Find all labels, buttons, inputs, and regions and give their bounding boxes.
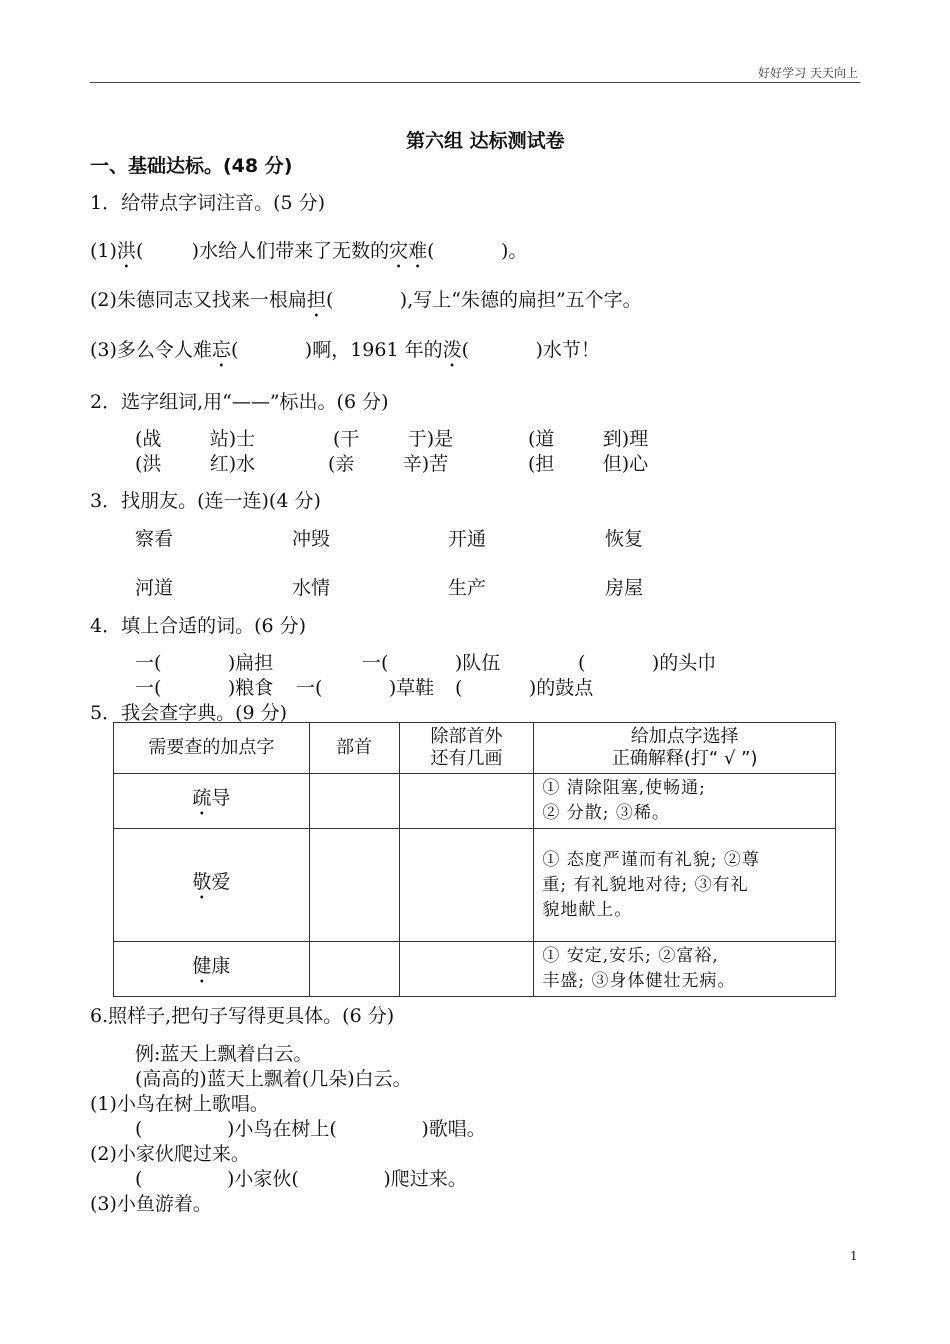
q1-l3-b: ( )啊，1961 年的 bbox=[230, 339, 443, 361]
q1-l1-c: ( )。 bbox=[427, 240, 528, 262]
q3-r2-w3: 生产 bbox=[448, 577, 487, 599]
table-row bbox=[114, 829, 836, 942]
col-char: 需要查的加点字 bbox=[114, 723, 310, 774]
radical-cell[interactable] bbox=[309, 774, 399, 829]
q6-example1: 例:蓝天上飘着白云。 bbox=[135, 1043, 313, 1065]
q3-r2-w1: 河道 bbox=[135, 577, 174, 599]
q2-r2-c3: (担 但)心 bbox=[528, 453, 649, 475]
col-strokes-l2: 还有几画 bbox=[430, 748, 503, 769]
q1-l3-c: ( )水节！ bbox=[461, 339, 600, 361]
dot-char: 健 bbox=[192, 954, 212, 977]
q3-r2-w4: 房屋 bbox=[605, 577, 644, 599]
word-rest: 导 bbox=[211, 786, 231, 809]
q4-heading: 4．填上合适的词。(6 分) bbox=[90, 615, 307, 637]
radical-cell[interactable] bbox=[309, 942, 399, 997]
page-number: 1 bbox=[850, 1249, 858, 1263]
col-meaning-l1: 给加点字选择 bbox=[630, 726, 739, 747]
q3-r1-w3: 开通 bbox=[448, 528, 487, 550]
q1-line2 bbox=[90, 285, 642, 322]
dot-char: 疏 bbox=[192, 786, 212, 809]
q4-r2-c1: 一( )粮食 bbox=[135, 677, 274, 699]
q1-line3 bbox=[90, 335, 600, 372]
q1-l2-b: ( ),写上“朱德的扁担”五个字。 bbox=[325, 289, 642, 311]
q6-s3: (3)小鱼游着。 bbox=[90, 1193, 212, 1215]
word-cell bbox=[114, 942, 310, 997]
q1-l3-dot2: 泼 bbox=[442, 339, 462, 361]
q2-heading: 2．选字组词,用“——”标出。(6 分) bbox=[90, 391, 389, 413]
q6-example2: (高高的)蓝天上飘着(几朵)白云。 bbox=[135, 1068, 412, 1090]
col-strokes-l1: 除部首外 bbox=[430, 726, 503, 747]
q6-s1: (1)小鸟在树上歌唱。 bbox=[90, 1093, 269, 1115]
def-line2: ② 分散; ③稀。 bbox=[542, 803, 670, 823]
word-rest: 爱 bbox=[211, 870, 231, 893]
q4-r2-c3: ( )的鼓点 bbox=[455, 677, 594, 699]
q1-line1 bbox=[90, 236, 527, 273]
def-line1: ① 态度严谨而有礼貌; ②尊 bbox=[542, 849, 760, 870]
table-header-row bbox=[114, 723, 836, 774]
section-heading: 一、基础达标。(48 分) bbox=[90, 155, 293, 177]
dot-char: 敬 bbox=[192, 870, 212, 893]
q6-s1-answer[interactable]: ( )小鸟在树上( )歌唱。 bbox=[135, 1118, 486, 1140]
q2-r2-c2: (亲 辛)苦 bbox=[328, 453, 449, 475]
def-line1: ① 安定,安乐; ②富裕, bbox=[542, 946, 719, 966]
page-title: 第六组 达标测试卷 bbox=[406, 130, 565, 152]
dictionary-table bbox=[113, 722, 836, 997]
word-cell bbox=[114, 774, 310, 829]
def-line2: 丰盛; ③身体健壮无病。 bbox=[542, 971, 736, 991]
q3-r1-w2: 冲毁 bbox=[292, 528, 331, 550]
q2-r1-c1: (战 站)士 bbox=[135, 428, 256, 450]
col-meaning-l2: 正确解释(打“ √ ”) bbox=[611, 748, 758, 769]
q1-l2-dot: 担 bbox=[306, 289, 326, 311]
strokes-cell[interactable] bbox=[399, 942, 534, 997]
q1-heading: 1．给带点字词注音。(5 分) bbox=[90, 192, 326, 214]
q6-s2: (2)小家伙爬过来。 bbox=[90, 1143, 250, 1165]
word-rest: 康 bbox=[211, 954, 231, 977]
col-meaning bbox=[534, 723, 836, 774]
q6-s2-answer[interactable]: ( )小家伙( )爬过来。 bbox=[135, 1168, 467, 1190]
q3-r1-w4: 恢复 bbox=[605, 528, 644, 550]
header-rule bbox=[90, 82, 860, 83]
q1-l3-a: (3)多么令人难 bbox=[90, 339, 212, 361]
def-line1: ① 清除阻塞,使畅通; bbox=[542, 778, 706, 798]
q4-r1-c1: 一( )扁担 bbox=[135, 652, 274, 674]
q1-l1-b: ( )水给人们带来了无数的 bbox=[135, 240, 390, 262]
def-line2: 重; 有礼貌地对待; ③有礼 bbox=[542, 874, 749, 895]
col-strokes bbox=[399, 723, 534, 774]
q4-r1-c3: ( )的头巾 bbox=[578, 652, 717, 674]
radical-cell[interactable] bbox=[309, 829, 399, 942]
q2-r2-c1: (洪 红)水 bbox=[135, 453, 256, 475]
q1-l3-dot1: 忘 bbox=[211, 339, 231, 361]
q1-l1-dot2: 灾难 bbox=[389, 240, 428, 262]
q1-l1-dot1: 洪 bbox=[116, 240, 136, 262]
strokes-cell[interactable] bbox=[399, 829, 534, 942]
q3-r1-w1: 察看 bbox=[135, 528, 174, 550]
col-radical: 部首 bbox=[309, 723, 399, 774]
table-row bbox=[114, 774, 836, 829]
q6-heading: 6.照样子,把句子写得更具体。(6 分) bbox=[90, 1005, 395, 1027]
q2-r1-c3: (道 到)理 bbox=[528, 428, 649, 450]
meaning-cell[interactable] bbox=[534, 829, 836, 942]
q3-heading: 3．找朋友。(连一连)(4 分) bbox=[90, 490, 321, 512]
strokes-cell[interactable] bbox=[399, 774, 534, 829]
meaning-cell[interactable] bbox=[534, 942, 836, 997]
def-line3: 貌地献上。 bbox=[542, 899, 633, 920]
q1-l1-a: (1) bbox=[90, 240, 117, 262]
q4-r1-c2: 一( )队伍 bbox=[362, 652, 501, 674]
word-cell bbox=[114, 829, 310, 942]
meaning-cell[interactable] bbox=[534, 774, 836, 829]
q1-l2-a: (2)朱德同志又找来一根扁 bbox=[90, 289, 307, 311]
q3-r2-w2: 水情 bbox=[292, 577, 331, 599]
q2-r1-c2: (干 于)是 bbox=[333, 428, 454, 450]
q4-r2-c2: 一( )草鞋 bbox=[296, 677, 435, 699]
q5-heading: 5．我会查字典。(9 分) bbox=[90, 702, 288, 724]
header-motto: 好好学习 天天向上 bbox=[758, 66, 858, 80]
table-row bbox=[114, 942, 836, 997]
